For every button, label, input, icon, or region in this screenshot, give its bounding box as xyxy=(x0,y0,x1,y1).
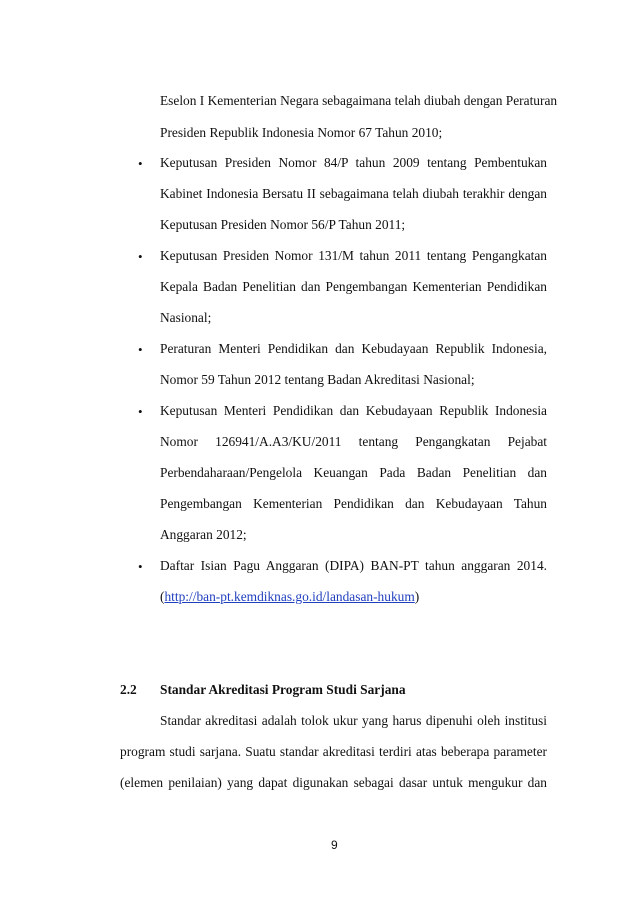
text-line: Peraturan Menteri Pendidikan dan Kebudayaan Republik Indonesia, xyxy=(160,341,547,356)
text-line: Nomor 59 Tahun 2012 tentang Badan Akreditasi Nasional; xyxy=(160,372,475,387)
text-line: Daftar Isian Pagu Anggaran (DIPA) BAN-PT tahun anggaran 2014. xyxy=(160,558,547,573)
paragraph-line: Standar akreditasi adalah tolok ukur yang harus dipenuhi oleh institusi xyxy=(160,713,547,728)
paragraph-line: (elemen penilaian) yang dapat digunakan sebagai dasar untuk mengukur dan xyxy=(120,775,547,790)
text-line: Kabinet Indonesia Bersatu II sebagaimana telah diubah terakhir dengan xyxy=(160,186,547,201)
text-line: Keputusan Presiden Nomor 131/M tahun 2011 tentang Pengangkatan xyxy=(160,248,547,263)
section-number: 2.2 xyxy=(120,682,137,697)
link-open-paren: ( xyxy=(160,589,165,604)
text-line: Keputusan Menteri Pendidikan dan Kebudayaan Republik Indonesia xyxy=(160,403,547,418)
text-line: Anggaran 2012; xyxy=(160,527,247,542)
link-close-paren: ) xyxy=(414,589,420,604)
paragraph-line: program studi sarjana. Suatu standar akreditasi terdiri atas beberapa parameter xyxy=(120,744,547,759)
text-line: Presiden Republik Indonesia Nomor 67 Tahun 2010; xyxy=(160,125,443,140)
bullet-icon: • xyxy=(138,404,143,419)
bullet-icon: • xyxy=(138,559,143,574)
bullet-icon: • xyxy=(138,249,143,264)
text-line: Keputusan Presiden Nomor 56/P Tahun 2011; xyxy=(160,217,406,232)
bullet-icon: • xyxy=(138,342,143,357)
text-line: Perbendaharaan/Pengelola Keuangan Pada Badan Penelitian dan xyxy=(160,465,547,480)
section-title: Standar Akreditasi Program Studi Sarjana xyxy=(160,682,406,697)
text-line: Nasional; xyxy=(160,310,212,325)
text-line: Keputusan Presiden Nomor 84/P tahun 2009 tentang Pembentukan xyxy=(160,155,547,170)
text-line: Nomor 126941/A.A3/KU/2011 tentang Pengangkatan Pejabat xyxy=(160,434,547,449)
text-line: Eselon I Kementerian Negara sebagaimana telah diubah dengan Peraturan xyxy=(160,93,558,108)
text-line: Pengembangan Kementerian Pendidikan dan Kebudayaan Tahun xyxy=(160,496,547,511)
link-line xyxy=(160,589,419,605)
hukum-link[interactable]: http://ban-pt.kemdiknas.go.id/landasan-hukum xyxy=(164,589,415,604)
text-line: Kepala Badan Penelitian dan Pengembangan Kementerian Pendidikan xyxy=(160,279,547,294)
page-number: 9 xyxy=(331,838,338,852)
bullet-icon: • xyxy=(138,156,143,171)
